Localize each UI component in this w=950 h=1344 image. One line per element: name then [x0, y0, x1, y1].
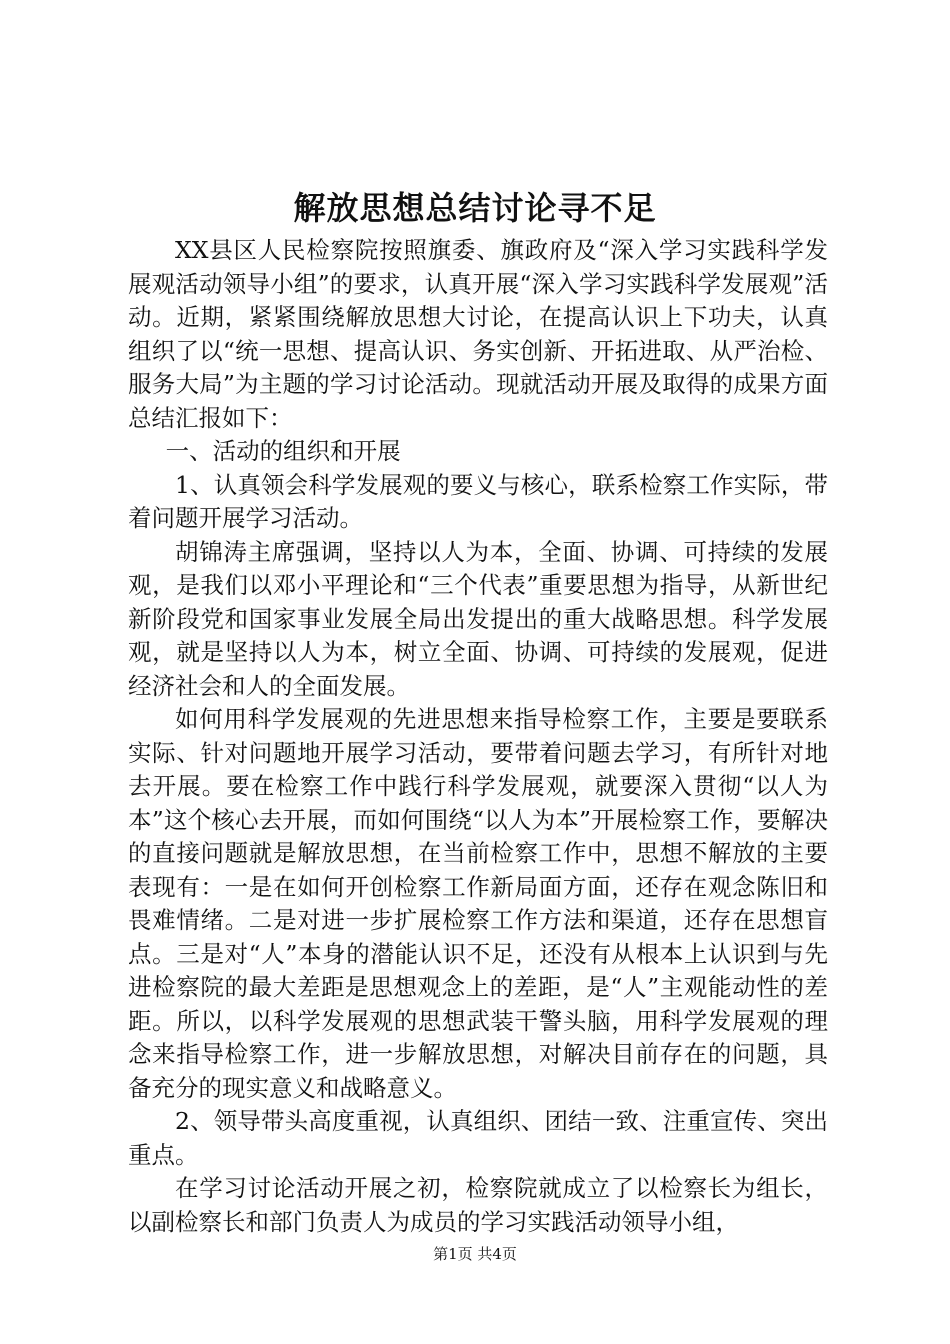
subsection-heading-2: 2、领导带头高度重视，认真组织、团结一致、注重宣传、突出重点。: [128, 1107, 828, 1169]
subsection-heading-1: 1、认真领会科学发展观的要义与核心，联系检察工作实际，带着问题开展学习活动。: [128, 470, 828, 532]
section-heading: 一、活动的组织和开展: [165, 437, 401, 465]
body-paragraph: 如何用科学发展观的先进思想来指导检察工作，主要是要联系实际、针对问题地开展学习活动，要带着问题去学习，有所针对地去开展。要在检察工作中践行科学发展观，就要深入贯彻“以人为本”这个核心去开展，而如何围绕“以人为本”开展检察工作，要解决的直接问题就是解放思想，在当前检察工作中，思想不解放的主要表现有：一是在如何开创检察工作新局面方面，还存在观念陈旧和畏难情绪。二是对进一步扩展检察工作方法和渠道，还存在思想盲点。三是对“人”本身的潜能认识不足，还没有从根本上认识到与先进检察院的最大差距是思想观念上的差距，是“人”主观能动性的差距。所以，以科学发展观的思想武装干警头脑，用科学发展观的理念来指导检察工作，进一步解放思想，对解决目前存在的问题，具备充分的现实意义和战略意义。: [128, 705, 828, 1102]
body-paragraph: 在学习讨论活动开展之初，检察院就成立了以检察长为组长，以副检察长和部门负责人为成员的学习实践活动领导小组，: [128, 1174, 828, 1236]
body-paragraph: 胡锦涛主席强调，坚持以人为本，全面、协调、可持续的发展观，是我们以邓小平理论和“三个代表”重要思想为指导，从新世纪新阶段党和国家事业发展全局出发提出的重大战略思想。科学发展观，就是坚持以人为本，树立全面、协调、可持续的发展观，促进经济社会和人的全面发展。: [128, 537, 828, 700]
document-body: [128, 234, 828, 1239]
page-footer: 第1页 共4页: [433, 1245, 517, 1263]
intro-paragraph: XX县区人民检察院按照旗委、旗政府及“深入学习实践科学发展观活动领导小组”的要求，认真开展“深入学习实践科学发展观”活动。近期，紧紧围绕解放思想大讨论，在提高认识上下功夫，认真组织了以“统一思想、提高认识、务实创新、开拓进取、从严治检、服务大局”为主题的学习讨论活动。现就活动开展及取得的成果方面总结汇报如下：: [128, 236, 828, 432]
document-title: 解放思想总结讨论寻不足: [293, 189, 657, 227]
